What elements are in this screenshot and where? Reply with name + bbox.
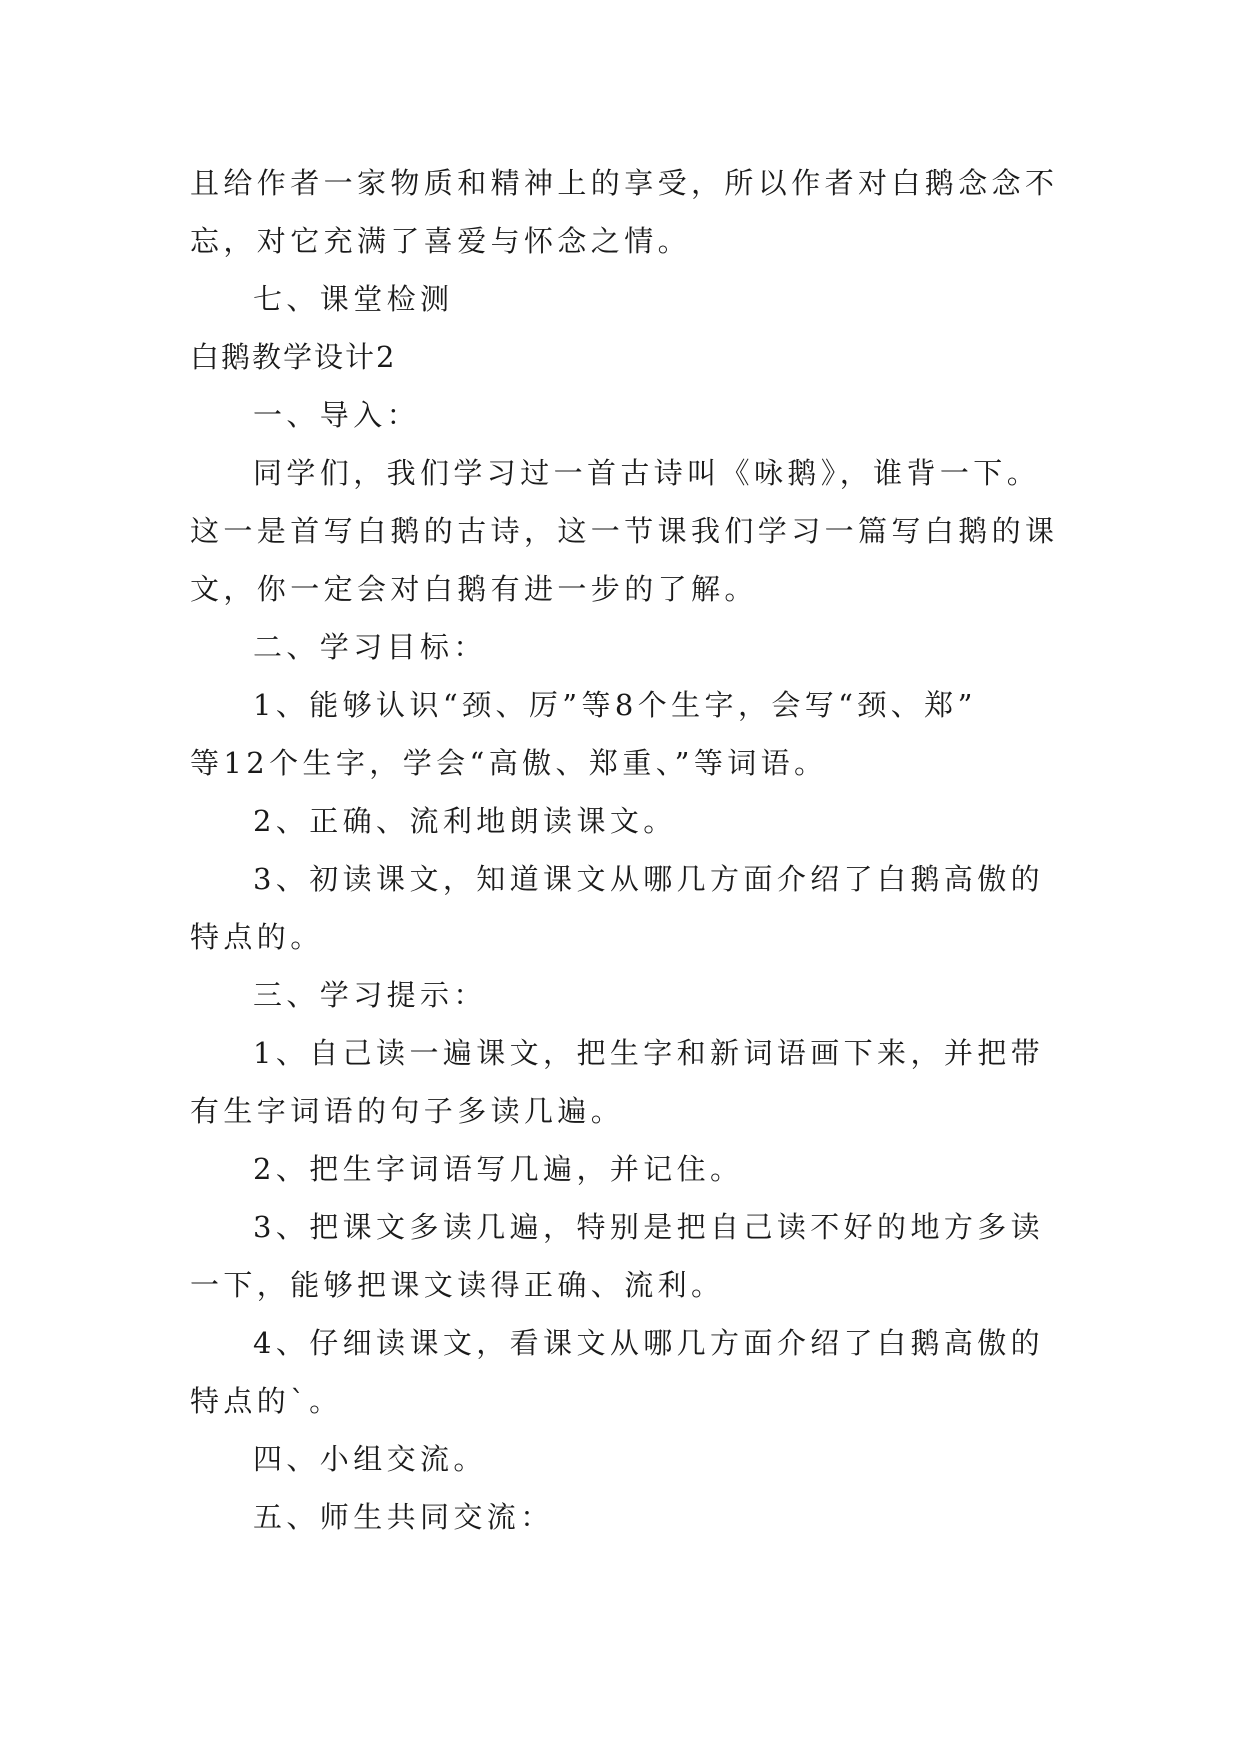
paragraph-line: 这一是首写白鹅的古诗，这一节课我们学习一篇写白鹅的课 [190, 514, 1059, 548]
list-item-continued: 有生字词语的句子多读几遍。 [190, 1094, 625, 1128]
paragraph-line: 忘，对它充满了喜爱与怀念之情。 [190, 224, 692, 258]
document-title: 白鹅教学设计2 [190, 340, 397, 374]
list-item: 2、正确、流利地朗读课文。 [253, 804, 677, 838]
list-item: 4、仔细读课文，看课文从哪几方面介绍了白鹅高傲的 [253, 1326, 1045, 1360]
list-item-continued: 特点的`。 [190, 1384, 343, 1418]
section-heading: 七、课堂检测 [253, 282, 454, 316]
section-heading: 二、学习目标： [253, 630, 487, 664]
list-item: 1、自己读一遍课文，把生字和新词语画下来，并把带 [253, 1036, 1045, 1070]
list-item-continued: 特点的。 [190, 920, 324, 954]
list-item: 3、初读课文，知道课文从哪几方面介绍了白鹅高傲的 [253, 862, 1045, 896]
paragraph-line: 同学们，我们学习过一首古诗叫《咏鹅》，谁背一下。 [253, 456, 1041, 490]
list-item: 2、把生字词语写几遍，并记住。 [253, 1152, 744, 1186]
section-heading: 一、导入： [253, 398, 421, 432]
section-heading: 五、师生共同交流： [253, 1500, 554, 1534]
paragraph-line: 且给作者一家物质和精神上的享受，所以作者对白鹅念念不 [190, 166, 1059, 200]
list-item-continued: 等12个生字，学会“高傲、郑重、”等词语。 [190, 746, 828, 780]
list-item: 1、能够认识“颈、厉”等8个生字，会写“颈、郑” [253, 688, 977, 722]
section-heading: 四、小组交流。 [253, 1442, 487, 1476]
paragraph-line: 文，你一定会对白鹅有进一步的了解。 [190, 572, 758, 606]
list-item-continued: 一下，能够把课文读得正确、流利。 [190, 1268, 725, 1302]
list-item: 3、把课文多读几遍，特别是把自己读不好的地方多读 [253, 1210, 1045, 1244]
section-heading: 三、学习提示： [253, 978, 487, 1012]
